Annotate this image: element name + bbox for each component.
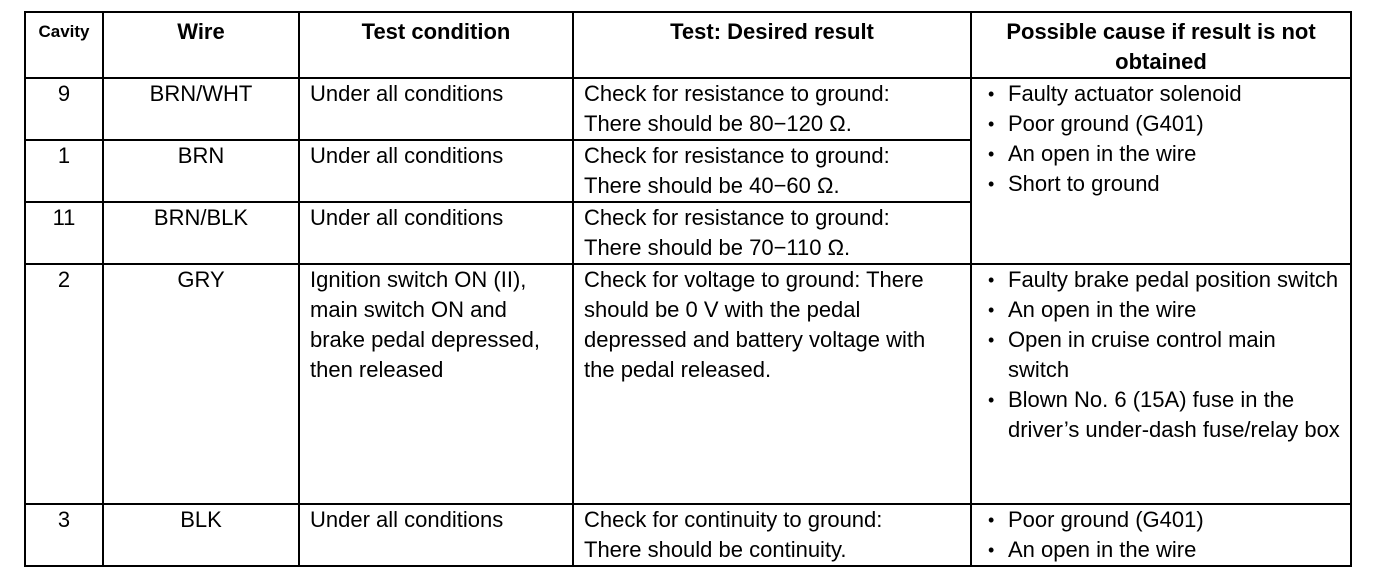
wire-cell: BRN/BLK bbox=[103, 202, 299, 264]
result-line: There should be 80−120 Ω. bbox=[584, 111, 852, 136]
causes-cell bbox=[971, 504, 1351, 566]
causes-cell bbox=[971, 78, 1351, 264]
table-row bbox=[25, 504, 1351, 566]
result-line: Check for continuity to ground: bbox=[584, 507, 883, 532]
cavity-cell: 2 bbox=[25, 264, 103, 504]
header-wire: Wire bbox=[103, 12, 299, 78]
header-test-condition: Test condition bbox=[299, 12, 573, 78]
table-row bbox=[25, 264, 1351, 504]
header-cavity: Cavity bbox=[25, 12, 103, 78]
cavity-cell: 1 bbox=[25, 140, 103, 202]
wire-cell: GRY bbox=[103, 264, 299, 504]
condition-cell: Ignition switch ON (II), main switch ON and brake pedal depressed, then released bbox=[299, 264, 573, 504]
table-row bbox=[25, 78, 1351, 140]
list-item: • Poor ground (G401) bbox=[982, 505, 1340, 535]
result-cell: Check for voltage to ground: There should be 0 V with the pedal depressed and battery voltage with the pedal released. bbox=[573, 264, 971, 504]
cavity-cell: 11 bbox=[25, 202, 103, 264]
causes-list bbox=[982, 265, 1340, 445]
result-line: Check for resistance to ground: bbox=[584, 81, 890, 106]
list-item: • An open in the wire bbox=[982, 139, 1340, 169]
causes-cell bbox=[971, 264, 1351, 504]
list-item: • Faulty actuator solenoid bbox=[982, 79, 1340, 109]
condition-cell: Under all conditions bbox=[299, 202, 573, 264]
causes-list bbox=[982, 505, 1340, 565]
cavity-cell: 9 bbox=[25, 78, 103, 140]
result-cell bbox=[573, 504, 971, 566]
list-item: • Blown No. 6 (15A) fuse in the driver’s under-dash fuse/relay box bbox=[982, 385, 1340, 445]
list-item: • Faulty brake pedal position switch bbox=[982, 265, 1340, 295]
cavity-cell: 3 bbox=[25, 504, 103, 566]
result-line: Check for resistance to ground: bbox=[584, 205, 890, 230]
list-item: • Open in cruise control main switch bbox=[982, 325, 1340, 385]
causes-list bbox=[982, 79, 1340, 199]
result-line: There should be continuity. bbox=[584, 537, 847, 562]
result-cell bbox=[573, 78, 971, 140]
condition-cell: Under all conditions bbox=[299, 78, 573, 140]
list-item: • Poor ground (G401) bbox=[982, 109, 1340, 139]
header-desired-result: Test: Desired result bbox=[573, 12, 971, 78]
wire-cell: BRN bbox=[103, 140, 299, 202]
result-line: There should be 40−60 Ω. bbox=[584, 173, 840, 198]
condition-cell: Under all conditions bbox=[299, 140, 573, 202]
condition-cell: Under all conditions bbox=[299, 504, 573, 566]
list-item: • An open in the wire bbox=[982, 295, 1340, 325]
result-line: Check for resistance to ground: bbox=[584, 143, 890, 168]
diagnostic-table bbox=[24, 11, 1352, 567]
wire-cell: BRN/WHT bbox=[103, 78, 299, 140]
result-cell bbox=[573, 140, 971, 202]
header-possible-cause: Possible cause if result is not obtained bbox=[971, 12, 1351, 78]
result-line: There should be 70−110 Ω. bbox=[584, 235, 851, 260]
result-cell bbox=[573, 202, 971, 264]
header-row bbox=[25, 12, 1351, 78]
wire-cell: BLK bbox=[103, 504, 299, 566]
list-item: • Short to ground bbox=[982, 169, 1340, 199]
list-item: • An open in the wire bbox=[982, 535, 1340, 565]
